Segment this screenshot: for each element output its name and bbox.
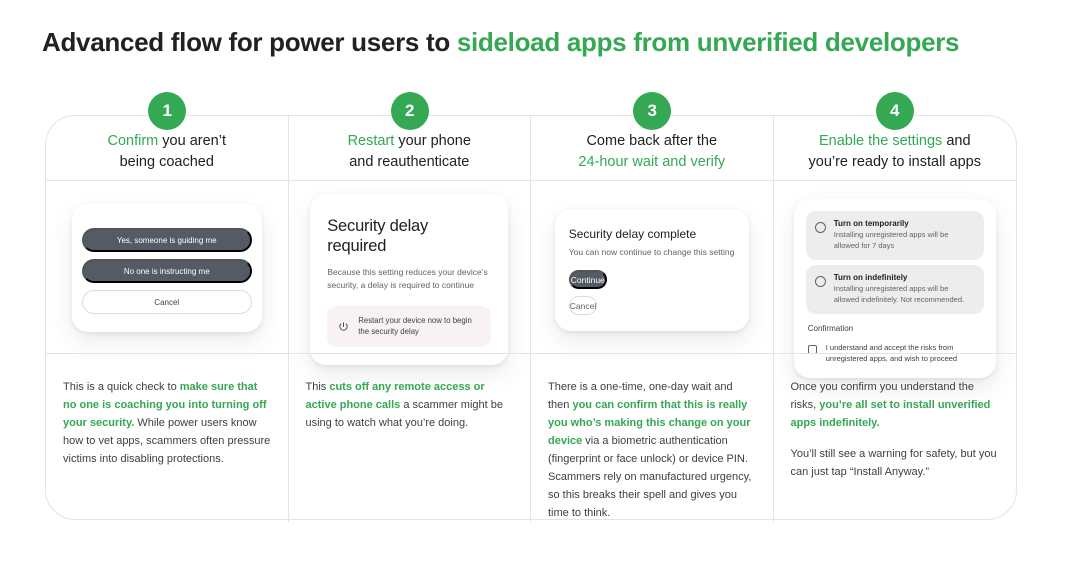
cancel-button[interactable]: Cancel (82, 290, 252, 314)
no-instructing-button[interactable]: No one is instructing me (82, 259, 252, 283)
yes-guiding-button[interactable]: Yes, someone is guiding me (82, 228, 252, 252)
step-description-2 (289, 353, 532, 522)
page-title-plain: Advanced flow for power users to (42, 27, 457, 57)
step-title-line: Enable the settings and (818, 132, 971, 149)
step-number-1: 1 (162, 101, 172, 120)
restart-notice (327, 306, 491, 347)
option-desc: Installing unregistered apps will be allowed for 7 days (833, 230, 949, 250)
page-title (42, 27, 959, 58)
page-title-highlight: sideload apps from unverified developers (456, 27, 960, 57)
radio-icon[interactable] (815, 276, 826, 287)
step-number-badge-4 (876, 92, 914, 130)
option-title: Turn on indefinitely (833, 272, 908, 282)
step-title-line: and reauthenticate (349, 154, 470, 170)
dialog-title: Security delay required (327, 217, 429, 256)
step-description-3 (531, 353, 774, 522)
step-number-2: 2 (405, 101, 415, 120)
dialog-body: Because this setting reduces your device’s security, a delay is required to continue (327, 267, 488, 291)
dialog-body: You can now continue to change this setting (568, 247, 735, 257)
flow-card (45, 101, 1017, 520)
option-turn-on-indefinitely[interactable] (806, 265, 984, 314)
description-paragraph: This is a quick check to make sure that no one is coaching you into turning off your security. While power users know how to vet apps, scammers often pressure victims into disabling protections. (63, 381, 271, 466)
step-title-line: being coached (119, 154, 214, 170)
continue-button[interactable]: Continue (569, 270, 607, 289)
description-paragraph: Once you confirm you understand the risks, you’re all set to install unverified apps indefinitely. (790, 381, 991, 430)
step-description-4 (774, 353, 1017, 522)
step-number-badge-1 (148, 92, 186, 130)
delay-complete-dialog (555, 209, 749, 331)
step-title-line: Come back after the (586, 132, 718, 149)
step-title-line: 24-hour wait and verify (578, 154, 726, 170)
step-number-badge-2 (391, 92, 429, 130)
step-title-line: Restart your phone (347, 132, 471, 149)
step-description-1 (46, 353, 289, 522)
step-number-3: 3 (647, 101, 657, 120)
dialog-title: Security delay complete (568, 227, 697, 241)
checkbox-text: I understand and accept the risks from unregistered apps, and wish to proceed (825, 342, 958, 363)
mockup-cell-1 (46, 180, 289, 353)
step-title-line: you’re ready to install apps (808, 154, 981, 170)
description-paragraph: There is a one-time, one-day wait and then you can confirm that this is really you who’s making this change on your device via a biometric authentication (fingerprint or face unlock) or device PIN. Scammers rely on manufactured urgency, so this breaks their spell and gives you time to think. (548, 381, 752, 520)
mockup-cell-2 (289, 180, 532, 353)
option-turn-on-temporarily[interactable] (806, 211, 984, 260)
option-desc: Installing unregistered apps will be allowed indefinitely. Not recommended. (833, 283, 965, 304)
restart-notice-text: Restart your device now to begin the security delay (358, 315, 472, 337)
enable-settings-dialog (794, 199, 996, 378)
confirmation-label: Confirmation (807, 323, 854, 333)
step-number-badge-3 (633, 92, 671, 130)
power-icon (338, 321, 349, 332)
step-number-4: 4 (890, 101, 900, 120)
mockup-cell-3 (531, 180, 774, 353)
radio-icon[interactable] (815, 222, 826, 233)
step-title-line: Confirm you aren’t (107, 132, 226, 149)
description-paragraph: This cuts off any remote access or active phone calls a scammer might be using to watch what you’re doing. (305, 381, 503, 430)
cancel-button[interactable]: Cancel (569, 296, 597, 315)
option-text (834, 273, 974, 306)
option-title: Turn on temporarily (833, 219, 909, 228)
security-delay-dialog (310, 194, 508, 365)
description-paragraph: You’ll still see a warning for safety, but you can just tap “Install Anyway.” (790, 448, 997, 479)
coach-check-dialog (72, 204, 262, 332)
option-text (834, 219, 974, 252)
mockup-cell-4 (774, 180, 1017, 363)
